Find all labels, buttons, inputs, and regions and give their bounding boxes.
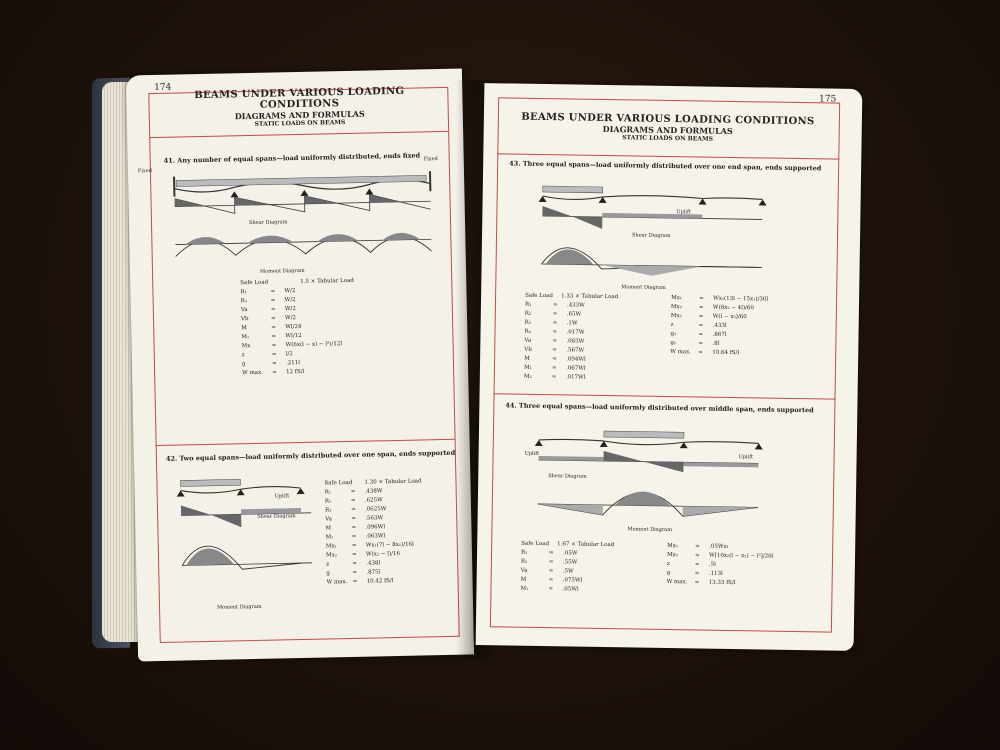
formula-row: M₁ = .067Wl [523,364,586,372]
left-page-header [154,82,443,130]
formula-row: g₂ = .8l [670,340,720,347]
formula-row: Safe Load 1.30 × Tabular Load [324,478,422,487]
case43-shear-label: Shear Diagram [632,232,671,240]
case42-heading: 42. Two equal spans—load uniformly distributed over one span, ends supported [165,448,456,463]
formula-row: g = .875l [326,569,381,577]
formula-row: R₃ = .1W [524,319,578,327]
formula-row: M₁ = Wl/12 [241,332,302,341]
formula-row: Mx₃ = W(l − x₃)/60 [670,313,747,321]
right-page-title: BEAMS UNDER VARIOUS LOADING CONDITIONS [521,111,815,128]
left-page [126,69,474,662]
case44-formulas-a [520,540,614,595]
case43-moment-label: Moment Diagram [621,284,666,291]
case41-fixed-left: Fixed [137,168,153,175]
case44-formulas-b [667,542,774,589]
formula-row: Mx₁ = Wx₁(7l − 8x₁)/16l [325,541,414,550]
formula-row: R₁ = .433W [524,301,585,309]
formula-row: R₂ = W/2 [240,297,296,305]
case43-uplift: Uplift [676,209,691,216]
case41-fixed-right: Fixed [423,156,438,163]
left-page-title: BEAMS UNDER VARIOUS LOADING CONDITIONS [194,85,405,111]
formula-row: R₂ = .625W [324,497,383,505]
formula-row: W max. = 10.64 fS/l [670,349,740,357]
formula-row: W max. = 10.42 fS/l [326,578,394,586]
formula-row: M₁ = .063Wl [325,533,386,541]
case42-formulas [324,477,423,587]
case44-shear-label: Shear Diagram [548,473,587,480]
formula-row: Va = .5W [520,567,574,575]
formula-row: Va = .563W [325,515,384,523]
formula-row: Mx₂ = W(x₂ − l)/16 [325,550,401,559]
case43-formulas-b [670,294,768,359]
case44-uplift-right: Uplift [738,454,754,461]
case43-formulas-a [524,292,619,383]
case41-shear-label: Shear Diagram [248,219,288,227]
formula-row: Va = .083W [524,337,585,345]
formula-row: W max. = 13.33 fS/l [666,578,736,587]
formula-row: Va = W/2 [240,306,296,314]
formula-row: Mx = W(6x(l − x) − l²)/12l [241,341,343,350]
formula-row: z = .433l [670,322,727,329]
formula-row: M = .096Wl [325,524,386,532]
formula-row: Safe Load 1.5 × Tabular Load [240,277,354,287]
formula-row: R₁ = .05W [521,549,578,557]
formula-row: R₂ = .55W [520,558,578,566]
left-page-subsubtitle: STATIC LOADS ON BEAMS [254,118,346,128]
case44-moment-label: Moment Diagram [627,526,673,534]
formula-row: R₁ = W/2 [240,288,296,296]
formula-row: Mx₂ = W(8x₂ − 4l)/60 [670,304,754,312]
right-page [476,83,863,651]
formula-row: R₄ = .017W [524,328,585,336]
left-page-number: 174 [154,82,172,93]
case42-uplift: Uplift [274,493,290,500]
right-page-number: 175 [818,94,837,105]
formula-row: W max. = 12 fS/l [242,368,305,377]
formula-row: Vb = .567W [524,346,585,354]
case42-diagram [170,468,323,601]
case42-moment-label: Moment Diagram [217,603,262,611]
formula-row: M₁ = .05Wl [520,585,579,593]
formula-row: M = .094Wl [524,355,586,363]
formula-row: z = l/2 [241,351,293,359]
formula-row: Mx₁ = Wx₁(13l − 15x₁)/30l [671,295,769,303]
case41-moment-label: Moment Diagram [259,267,305,275]
case43-heading: 43. Three equal spans—load uniformly distributed over one end span, ends supported [509,159,822,173]
formula-row: z = .5l [666,560,716,568]
case41-diagram [164,161,446,277]
formula-row: M₂ = .017Wl [523,373,586,381]
formula-row: Mx₁ = .05Wx₁ [667,542,729,550]
formula-row: Safe Load 1.33 × Tabular Load [525,292,619,301]
formula-row: Safe Load 1.67 × Tabular Load [521,540,615,549]
case43-diagram [521,174,783,288]
formula-row: M = Wl/24 [241,323,302,332]
left-page-subtitle: DIAGRAMS AND FORMULAS [234,108,365,122]
formula-row: R₂ = .65W [524,310,582,318]
case41-formulas [240,277,356,378]
right-page-header [502,111,834,144]
formula-row: z = .438l [326,560,381,568]
right-page-subtitle: DIAGRAMS AND FORMULAS [602,123,733,136]
formula-row: g = .211l [241,360,301,368]
formula-row: g₁ = .867l [670,331,727,338]
case42-shear-label: Shear Diagram [257,513,296,520]
right-page-subsubtitle: STATIC LOADS ON BEAMS [622,134,713,143]
case41-heading: 41. Any number of equal spans—load uniformly distributed, ends fixed [163,151,421,165]
formula-row: g = .113l [666,569,723,577]
case44-heading: 44. Three equal spans—load uniformly distributed over middle span, ends supported [505,401,814,415]
formula-row: Mx₂ = W[10x₂(l − x₂) − l²]/20l [666,551,774,560]
formula-row: R₁ = .438W [324,488,383,496]
formula-row: M = .075Wl [520,576,583,584]
formula-row: Vb = W/2 [240,315,297,323]
case44-uplift-left: Uplift [524,450,540,457]
formula-row: R₃ = .0625W [324,506,387,514]
